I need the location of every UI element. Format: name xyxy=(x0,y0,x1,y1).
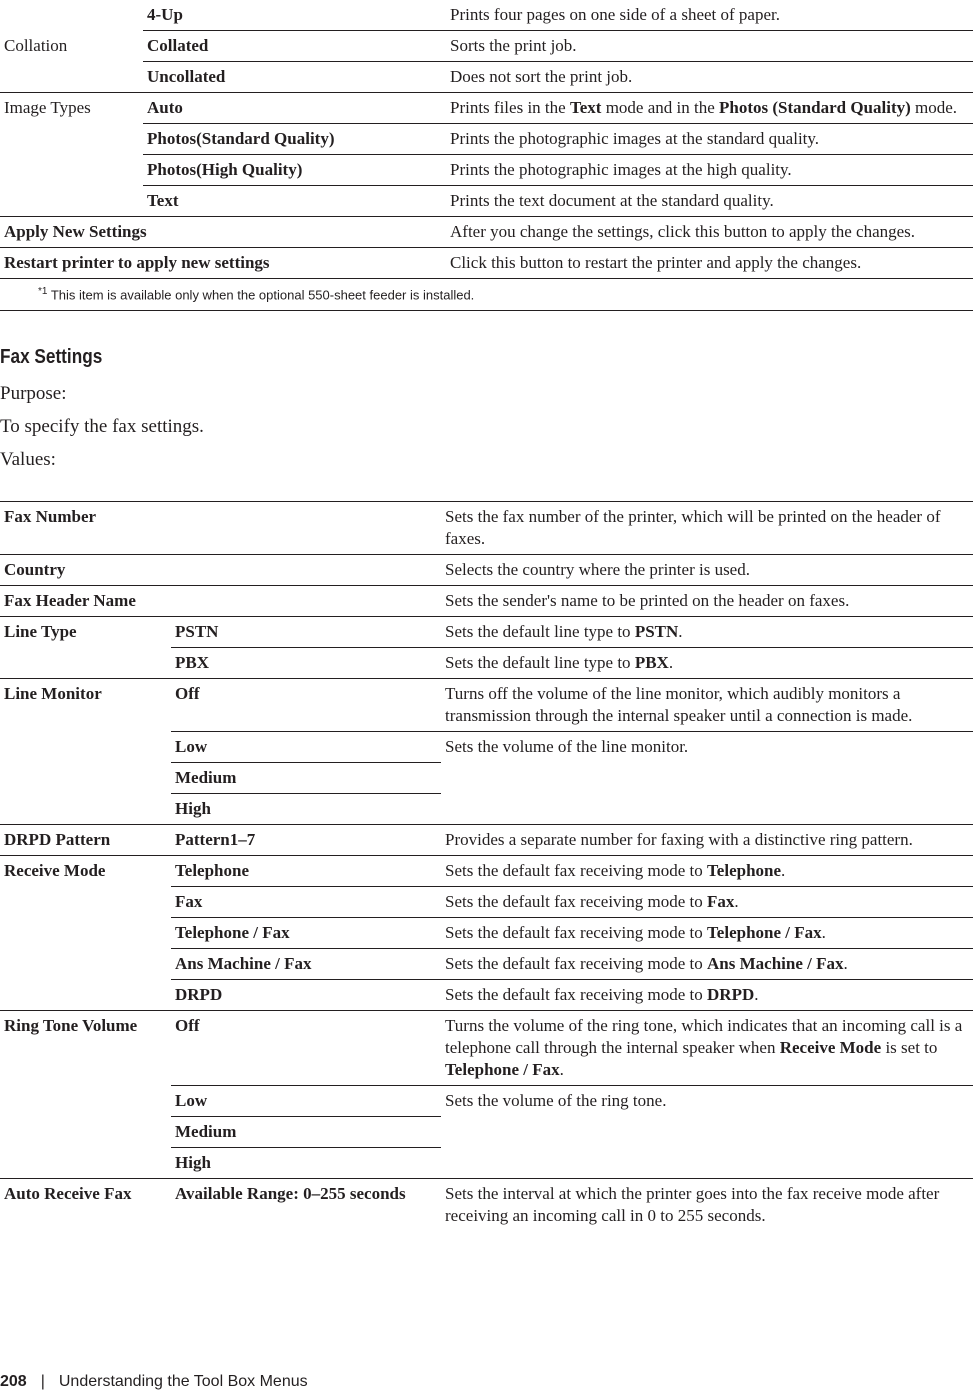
table-row xyxy=(0,186,973,217)
row-description: Sets the volume of the ring tone. xyxy=(441,1086,973,1179)
table-row xyxy=(0,217,973,248)
footer-separator: | xyxy=(40,1373,45,1390)
row-description: Sets the default fax receiving mode to DRPD. xyxy=(441,980,973,1011)
footer-chapter-title: Understanding the Tool Box Menus xyxy=(58,1373,308,1390)
row-label: Available Range: 0–255 seconds xyxy=(175,1184,406,1203)
row-description: Click this button to restart the printer and apply the changes. xyxy=(446,248,973,279)
restart-printer-label: Restart printer to apply new settings xyxy=(4,253,270,272)
row-label: Fax Number xyxy=(4,507,97,526)
print-settings-table xyxy=(0,0,973,311)
table-row xyxy=(0,0,973,31)
table-row xyxy=(0,93,973,124)
row-description: Sets the volume of the line monitor. xyxy=(441,732,973,825)
row-label: 4-Up xyxy=(147,5,183,24)
row-label: Ans Machine / Fax xyxy=(175,954,312,973)
table-row xyxy=(0,124,973,155)
row-label: Off xyxy=(175,684,200,703)
row-label: High xyxy=(175,1153,211,1172)
row-description: Sets the default line type to PSTN. xyxy=(441,617,973,648)
ring-tone-volume-label: Ring Tone Volume xyxy=(4,1016,138,1035)
row-description: Sets the default fax receiving mode to Telephone / Fax. xyxy=(441,918,973,949)
row-label: Auto xyxy=(147,98,183,117)
table-row xyxy=(0,825,973,856)
row-description: Sets the default fax receiving mode to Telephone. xyxy=(441,856,973,887)
row-label: Uncollated xyxy=(147,67,226,86)
table-row xyxy=(0,62,973,93)
purpose-text: To specify the fax settings. xyxy=(0,416,204,437)
auto-receive-fax-label: Auto Receive Fax xyxy=(4,1184,132,1203)
row-description: Does not sort the print job. xyxy=(446,62,973,93)
row-description: Sorts the print job. xyxy=(446,31,973,62)
table-footnote-row xyxy=(0,279,973,311)
row-description: Sets the interval at which the printer goes into the fax receive mode after receiving an incoming call in 0 to 255 seconds. xyxy=(445,1184,940,1225)
table-row xyxy=(0,856,973,887)
row-description: Sets the sender's name to be printed on the header on faxes. xyxy=(441,586,973,617)
row-description: Selects the country where the printer is used. xyxy=(441,555,973,586)
row-label: Telephone xyxy=(175,861,250,880)
row-label: Photos(Standard Quality) xyxy=(147,129,335,148)
row-label: Medium xyxy=(175,1122,237,1141)
purpose-label: Purpose: xyxy=(0,383,67,404)
table-row xyxy=(0,31,973,62)
table-row xyxy=(0,586,973,617)
row-label: Fax xyxy=(175,892,203,911)
table-row xyxy=(0,248,973,279)
row-label: Off xyxy=(175,1016,200,1035)
row-label: PBX xyxy=(175,653,209,672)
row-description: Provides a separate number for faxing with a distinctive ring pattern. xyxy=(441,825,973,856)
image-types-label: Image Types xyxy=(0,93,143,217)
row-label: High xyxy=(175,799,211,818)
row-label: Text xyxy=(147,191,179,210)
table-row xyxy=(0,555,973,586)
row-description: Turns off the volume of the line monitor, which audibly monitors a transmission through the internal speaker until a connection is made. xyxy=(441,679,973,732)
values-label: Values: xyxy=(0,449,56,470)
line-monitor-label: Line Monitor xyxy=(4,684,102,703)
table-row xyxy=(0,1179,973,1232)
row-description: Turns the volume of the ring tone, which indicates that an incoming call is a telephone call through the internal speaker when Receive Mode is set to Telephone / Fax. xyxy=(441,1011,973,1086)
collation-label: Collation xyxy=(0,31,143,93)
row-label: Medium xyxy=(175,768,237,787)
receive-mode-label: Receive Mode xyxy=(4,861,106,880)
row-description: Sets the default line type to PBX. xyxy=(441,648,973,679)
row-description: Sets the default fax receiving mode to Fax. xyxy=(441,887,973,918)
page-number: 208 xyxy=(0,1373,27,1390)
row-label: Fax Header Name xyxy=(4,591,136,610)
row-description: Prints the photographic images at the standard quality. xyxy=(446,124,973,155)
line-type-label: Line Type xyxy=(4,622,77,641)
fax-settings-table xyxy=(0,501,973,1231)
row-description: Prints the text document at the standard quality. xyxy=(446,186,973,217)
table-footnote: $^{*1}$ This item is available only when the optional 550-sheet feeder is installed. xyxy=(0,279,973,311)
row-description: Prints files in the Text mode and in the Photos (Standard Quality) mode. xyxy=(446,93,973,124)
section-title: Fax Settings xyxy=(0,346,103,368)
row-label: PSTN xyxy=(175,622,219,641)
page-footer xyxy=(0,1373,308,1391)
row-description: After you change the settings, click this button to apply the changes. xyxy=(446,217,973,248)
drpd-pattern-label: DRPD Pattern xyxy=(4,830,111,849)
table-row xyxy=(0,617,973,648)
row-description: Prints four pages on one side of a sheet of paper. xyxy=(446,0,973,31)
table-row xyxy=(0,679,973,732)
row-label: Photos(High Quality) xyxy=(147,160,303,179)
row-label: DRPD xyxy=(175,985,223,1004)
table-row xyxy=(0,1011,973,1086)
row-label: Pattern1–7 xyxy=(175,830,256,849)
row-label: Country xyxy=(4,560,66,579)
row-description: Sets the fax number of the printer, which will be printed on the header of faxes. xyxy=(441,502,973,555)
apply-new-settings-label: Apply New Settings xyxy=(4,222,147,241)
row-description: Sets the default fax receiving mode to Ans Machine / Fax. xyxy=(441,949,973,980)
row-description: Prints the photographic images at the high quality. xyxy=(446,155,973,186)
row-label: Collated xyxy=(147,36,209,55)
row-label: Telephone / Fax xyxy=(175,923,290,942)
row-label: Low xyxy=(175,1091,208,1110)
table-row xyxy=(0,155,973,186)
row-label: Low xyxy=(175,737,208,756)
table-row xyxy=(0,502,973,555)
